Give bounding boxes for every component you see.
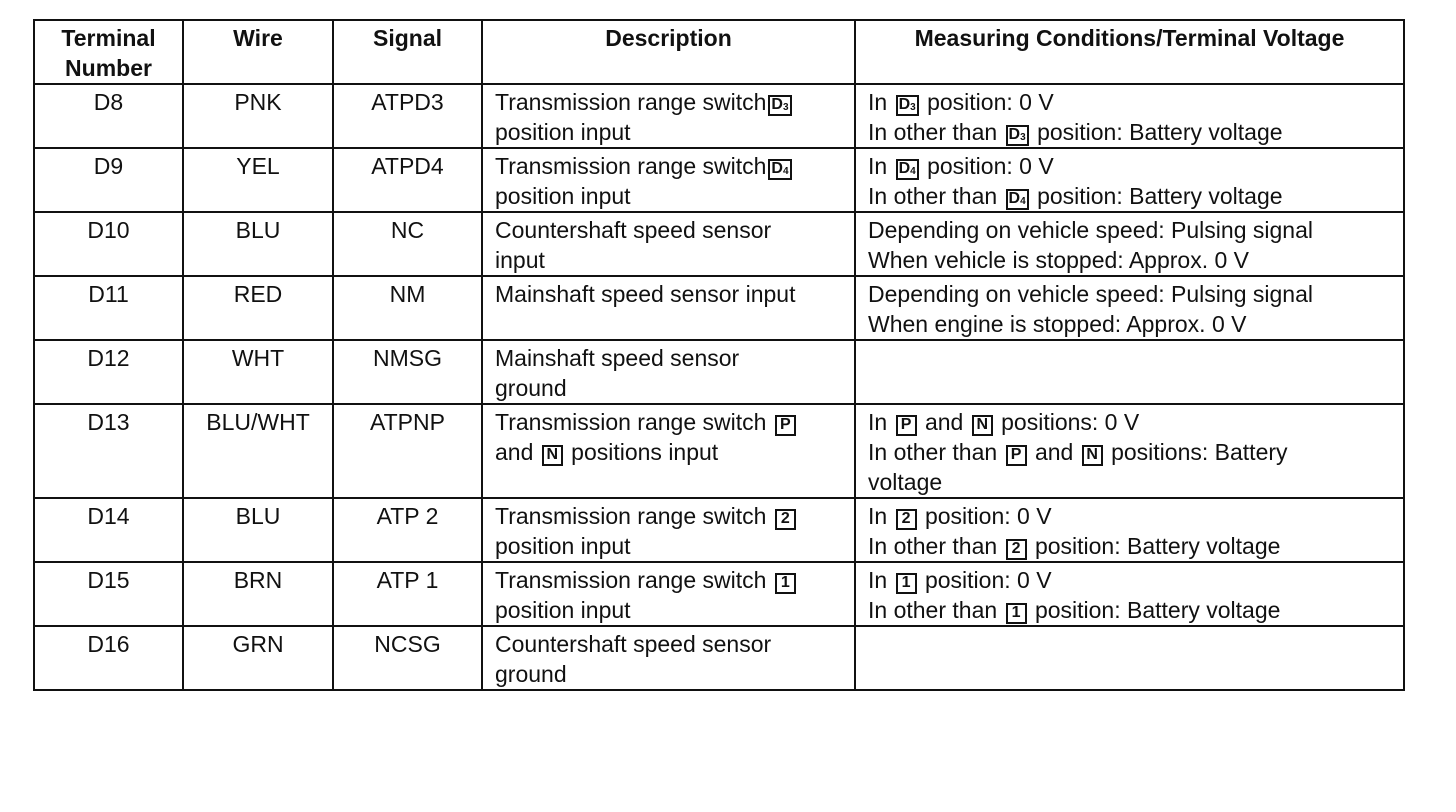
position-p-icon: P xyxy=(775,415,796,436)
terminal-table xyxy=(33,19,1405,691)
wire-cell: BLU xyxy=(183,212,333,276)
description-cell: Transmission range switch $D_3$ position input xyxy=(482,84,855,148)
description-cell: Transmission range switch 2 position input xyxy=(482,498,855,562)
table-row xyxy=(34,148,1404,212)
wire-cell: BLU/WHT xyxy=(183,404,333,498)
measuring-cell: In P and N positions: 0 V In other than P and N positions: Battery voltage xyxy=(855,404,1404,498)
measuring-cell: In 1 position: 0 V In other than 1 position: Battery voltage xyxy=(855,562,1404,626)
measuring-cell: In 2 position: 0 V In other than 2 position: Battery voltage xyxy=(855,498,1404,562)
position-n-icon: N xyxy=(1082,445,1103,466)
signal-cell: NMSG xyxy=(333,340,482,404)
measuring-cell: Depending on vehicle speed: Pulsing signal When vehicle is stopped: Approx. 0 V xyxy=(855,212,1404,276)
signal-cell: ATP 2 xyxy=(333,498,482,562)
description-cell: Countershaft speed sensor ground xyxy=(482,626,855,690)
wire-cell: GRN xyxy=(183,626,333,690)
signal-cell: ATPD3 xyxy=(333,84,482,148)
header-wire: Wire xyxy=(183,20,333,84)
terminal-cell: D16 xyxy=(34,626,183,690)
position-n-icon: N xyxy=(542,445,563,466)
measuring-cell: Depending on vehicle speed: Pulsing signal When engine is stopped: Approx. 0 V xyxy=(855,276,1404,340)
terminal-cell: D15 xyxy=(34,562,183,626)
wire-cell: PNK xyxy=(183,84,333,148)
position-d4-icon: $D_4$ xyxy=(768,159,791,180)
table-row xyxy=(34,562,1404,626)
position-d4-icon: $D_4$ xyxy=(1006,189,1029,210)
terminal-cell: D11 xyxy=(34,276,183,340)
position-d3-icon: $D_3$ xyxy=(768,95,791,116)
description-cell: Mainshaft speed sensor ground xyxy=(482,340,855,404)
position-2-icon: 2 xyxy=(1006,539,1027,560)
description-cell: Mainshaft speed sensor input xyxy=(482,276,855,340)
terminal-cell: D9 xyxy=(34,148,183,212)
position-1-icon: 1 xyxy=(896,573,917,594)
table-row xyxy=(34,276,1404,340)
terminal-cell: D12 xyxy=(34,340,183,404)
position-d3-icon: $D_3$ xyxy=(896,95,919,116)
position-2-icon: 2 xyxy=(775,509,796,530)
table-row xyxy=(34,404,1404,498)
position-1-icon: 1 xyxy=(775,573,796,594)
description-cell: Transmission range switch $D_4$ position input xyxy=(482,148,855,212)
signal-cell: NCSG xyxy=(333,626,482,690)
measuring-cell xyxy=(855,340,1404,404)
header-signal: Signal xyxy=(333,20,482,84)
table-row xyxy=(34,340,1404,404)
position-d3-icon: $D_3$ xyxy=(1006,125,1029,146)
measuring-cell: In $D_3$ position: 0 V In other than $D_3$ position: Battery voltage xyxy=(855,84,1404,148)
position-p-icon: P xyxy=(896,415,917,436)
wire-cell: BRN xyxy=(183,562,333,626)
measuring-cell: In $D_4$ position: 0 V In other than $D_4$ position: Battery voltage xyxy=(855,148,1404,212)
position-1-icon: 1 xyxy=(1006,603,1027,624)
table-row xyxy=(34,212,1404,276)
header-row xyxy=(34,20,1404,84)
signal-cell: ATPNP xyxy=(333,404,482,498)
wire-cell: RED xyxy=(183,276,333,340)
measuring-cell xyxy=(855,626,1404,690)
description-cell: Countershaft speed sensor input xyxy=(482,212,855,276)
position-2-icon: 2 xyxy=(896,509,917,530)
description-cell: Transmission range switch P and N positions input xyxy=(482,404,855,498)
terminal-cell: D10 xyxy=(34,212,183,276)
wire-cell: YEL xyxy=(183,148,333,212)
wire-cell: WHT xyxy=(183,340,333,404)
position-d4-icon: $D_4$ xyxy=(896,159,919,180)
header-measuring-conditions: Measuring Conditions/Terminal Voltage xyxy=(855,20,1404,84)
table-row xyxy=(34,84,1404,148)
table-row xyxy=(34,626,1404,690)
description-cell: Transmission range switch 1 position input xyxy=(482,562,855,626)
position-n-icon: N xyxy=(972,415,993,436)
header-description: Description xyxy=(482,20,855,84)
terminal-cell: D13 xyxy=(34,404,183,498)
position-p-icon: P xyxy=(1006,445,1027,466)
wire-cell: BLU xyxy=(183,498,333,562)
header-terminal-number: Terminal Number xyxy=(34,20,183,84)
terminal-cell: D14 xyxy=(34,498,183,562)
terminal-cell: D8 xyxy=(34,84,183,148)
signal-cell: NM xyxy=(333,276,482,340)
signal-cell: ATP 1 xyxy=(333,562,482,626)
table-row xyxy=(34,498,1404,562)
signal-cell: NC xyxy=(333,212,482,276)
signal-cell: ATPD4 xyxy=(333,148,482,212)
